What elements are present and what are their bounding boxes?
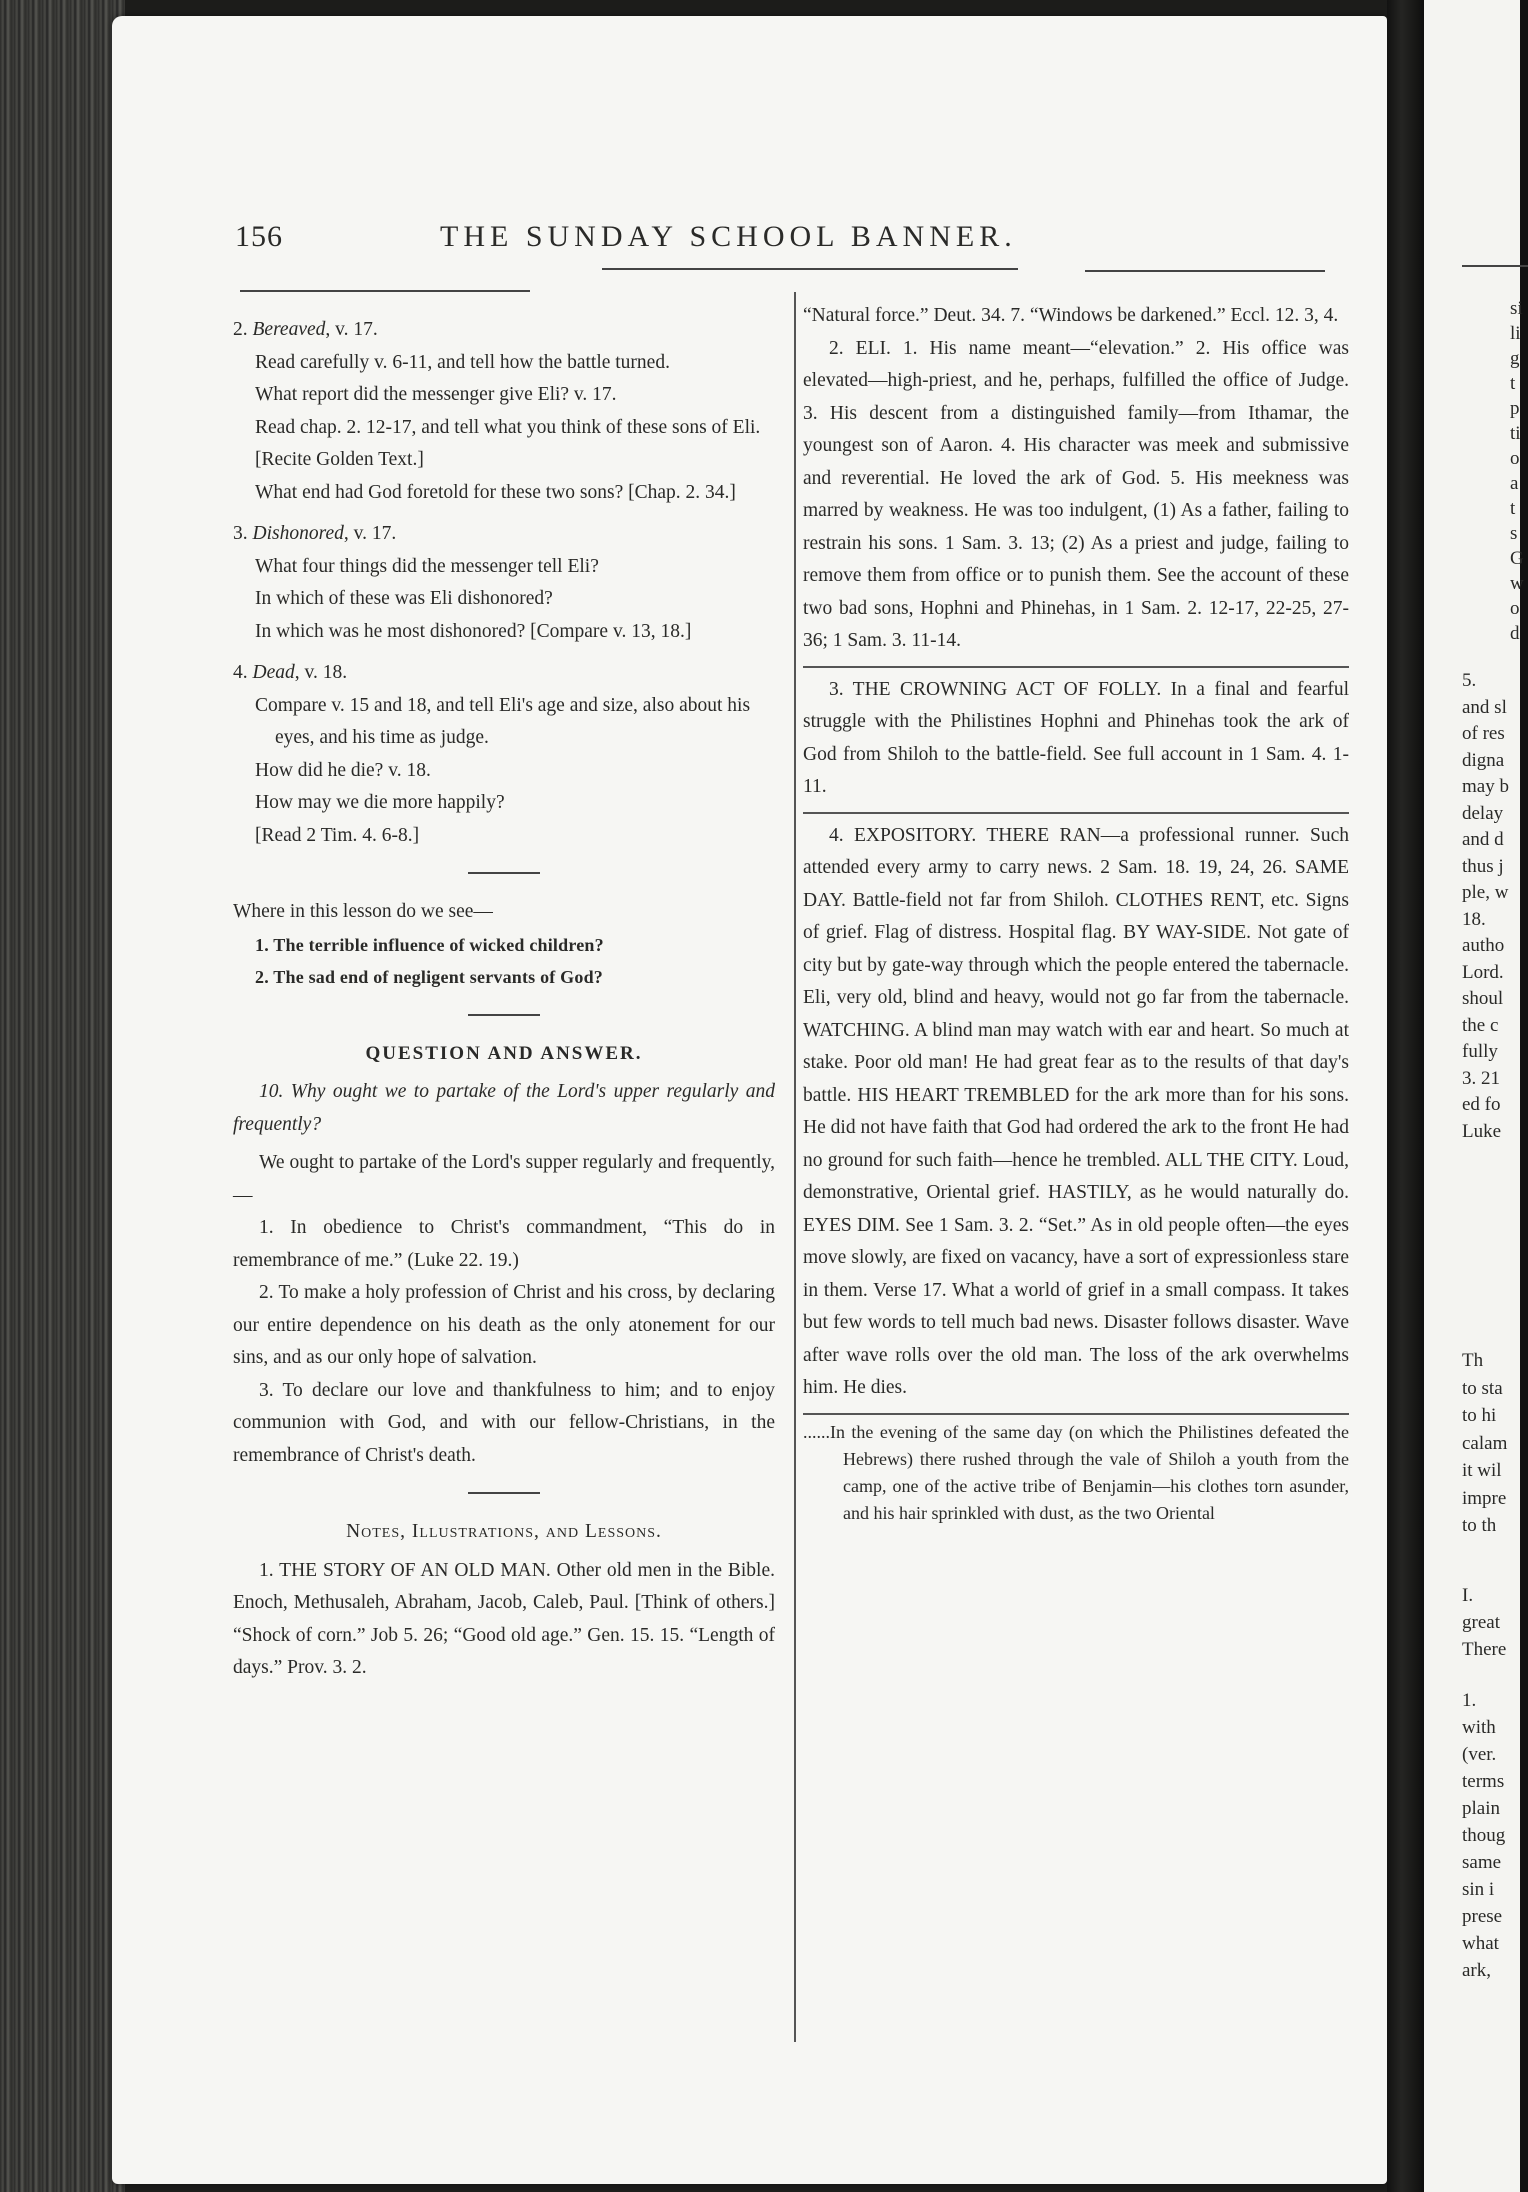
next-page-fragment: and sl — [1462, 696, 1507, 718]
next-page-fragment: fully — [1462, 1041, 1498, 1062]
running-header — [235, 218, 1325, 262]
next-page-fragment: autho — [1462, 935, 1505, 956]
study-question: How did he die? v. 18. — [255, 759, 431, 781]
next-page-fragment: Lord. — [1462, 961, 1504, 983]
right-column — [803, 300, 1349, 1527]
next-page-fragment: ple, w — [1462, 882, 1509, 903]
next-page-fragment: 18. — [1462, 908, 1486, 930]
next-page-fragment: sin i — [1462, 1879, 1495, 1900]
next-page-fragment: great — [1462, 1612, 1500, 1633]
next-page-fragment: impre — [1462, 1487, 1507, 1509]
note-paragraph: “Natural force.” Deut. 34. 7. “Windows be darkened.” Eccl. 12. 3, 4. — [803, 305, 1339, 326]
next-page-fragment: 1. — [1462, 1690, 1477, 1711]
next-page-fragment: and d — [1462, 829, 1504, 850]
next-page-fragment: ti — [1510, 423, 1521, 444]
next-page-fragment: I. — [1462, 1585, 1474, 1606]
next-page-fragment: thus j — [1462, 855, 1504, 877]
next-page-fragment: with — [1462, 1717, 1496, 1738]
catechism-answer: 2. To make a holy profession of Christ and his cross, by declaring our entire dependence on his death as the only atonement for our sins, and as our only hope of salvation. — [233, 1282, 775, 1368]
book-spine — [0, 0, 125, 2192]
study-question: What four things did the messenger tell Eli? — [255, 555, 599, 577]
catechism-question: 10. Why ought we to partake of the Lord's upper regularly and frequently? — [233, 1081, 775, 1135]
note-paragraph: 3. THE CROWNING ACT OF FOLLY. In a final and fearful struggle with the Philistines Hophni and Phinehas took the ark of God from Shiloh to the battle-field. See full account in 1 Sam. 4. 1-11. — [803, 678, 1349, 797]
notes-heading: Notes, Illustrations, and Lessons. — [346, 1521, 662, 1542]
study-question: [Read 2 Tim. 4. 6-8.] — [255, 824, 420, 846]
next-page-fragment: ark, — [1462, 1960, 1492, 1981]
next-page-fragment: si — [1510, 298, 1523, 319]
next-page-fragment: Th — [1462, 1350, 1484, 1371]
next-page-fragment: same — [1462, 1852, 1502, 1873]
header-rule-middle — [602, 268, 1018, 270]
header-rule-right — [1085, 270, 1325, 272]
scan-edge — [1520, 0, 1528, 2192]
note-divider — [803, 666, 1349, 668]
next-page-fragment: ed fo — [1462, 1094, 1501, 1115]
next-page-fragment: terms — [1462, 1771, 1505, 1792]
next-page-fragment: There — [1462, 1639, 1507, 1660]
quoted-extract: ......In the evening of the same day (on which the Philistines defeated the Hebrews) there rushed through the vale of Shiloh a youth from the camp, one of the active tribe of Benjamin—his clothes torn asunder, and his hair sprinkled with dust, as the two Oriental — [803, 1421, 1349, 1523]
study-question: Read carefully v. 6-11, and tell how the battle turned. — [255, 351, 670, 373]
catechism-answer: We ought to partake of the Lord's supper regularly and frequently,— — [233, 1152, 775, 1206]
study-question: [Recite Golden Text.] — [255, 449, 424, 470]
catechism-answer: 3. To declare our love and thankfulness to him; and to enjoy communion with God, and with our fellow-Christians, in the remembrance of Christ's death. — [233, 1379, 775, 1466]
next-page-fragment: of res — [1462, 723, 1505, 744]
section-heading: 4. Dead, v. 18. — [233, 662, 348, 683]
next-page-fragment: s — [1510, 523, 1518, 544]
study-question: In which was he most dishonored? [Compare v. 13, 18.] — [255, 620, 692, 642]
next-page-fragment: to th — [1462, 1515, 1497, 1536]
next-page-fragment: t — [1510, 373, 1516, 394]
next-page-fragment: p — [1510, 398, 1520, 419]
next-page-fragment: (ver. — [1462, 1744, 1497, 1765]
next-page-fragment: 3. 21 — [1462, 1067, 1500, 1089]
next-page-fragment: calam — [1462, 1432, 1508, 1454]
next-page-fragment: digna — [1462, 749, 1505, 771]
next-page-fragment: w — [1510, 573, 1524, 594]
next-page-fragment: d — [1510, 623, 1520, 644]
catechism-answer: 1. In obedience to Christ's commandment, “This do in remembrance of me.” (Luke 22. 19.) — [233, 1217, 775, 1271]
lesson-review-point: 2. The sad end of negligent servants of God? — [255, 967, 603, 987]
note-paragraph: 1. THE STORY OF AN OLD MAN. Other old men in the Bible. Enoch, Methusaleh, Abraham, Jacob, Caleb, Paul. [Think of others.] “Shock of corn.” Job 5. 26; “Good old age.” Gen. 15. 15. “Length of days.” Prov. 3. 2. — [233, 1559, 775, 1678]
page-number: 156 — [235, 220, 283, 253]
lesson-review-intro: Where in this lesson do we see— — [233, 901, 493, 922]
next-page-fragment: Luke — [1462, 1120, 1502, 1142]
next-page-fragment: it wil — [1462, 1460, 1502, 1481]
study-question: What report did the messenger give Eli? v. 17. — [255, 384, 617, 405]
page-gutter — [1387, 0, 1424, 2192]
study-question: What end had God foretold for these two sons? [Chap. 2. 34.] — [255, 481, 736, 503]
next-page-fragment: t — [1510, 498, 1516, 519]
next-page-fragment: thoug — [1462, 1825, 1506, 1846]
next-page-fragment: plain — [1462, 1798, 1500, 1819]
next-page-fragment: o — [1510, 448, 1520, 469]
question-answer-heading: QUESTION AND ANSWER. — [365, 1042, 643, 1064]
next-page-fragment: 5. — [1462, 670, 1477, 691]
section-divider — [468, 872, 540, 874]
note-paragraph: 2. ELI. 1. His name meant—“elevation.” 2. His office was elevated—high-priest, and he, perhaps, fulfilled the office of Judge. 3. His descent from a distinguished family—from Ithamar, the youngest son of Aaron. 4. His character was meek and submissive and reverential. He loved the ark of God. 5. His meekness was marred by weakness. He was too indulgent, (1) As a father, failing to restrain his sons. 1 Sam. 3. 13; (2) As a priest and judge, failing to remove them from office or to punish them. See the account of these two bad sons, Hophni and Phinehas, in 1 Sam. 2. 12-17, 22-25, 27-36; 1 Sam. 3. 11-14. — [803, 337, 1349, 651]
study-question: Compare v. 15 and 18, and tell Eli's age and size, also about his eyes, and his time as judge. — [255, 694, 751, 748]
next-page-header-rule — [1462, 265, 1528, 267]
next-page-fragment: what — [1462, 1933, 1499, 1954]
next-page-fragment: o — [1510, 598, 1520, 619]
lesson-review-point: 1. The terrible influence of wicked children? — [255, 934, 604, 955]
study-question: How may we die more happily? — [255, 792, 505, 813]
section-heading: 3. Dishonored, v. 17. — [233, 523, 397, 544]
next-page-fragment: G — [1510, 548, 1524, 569]
next-page-fragment: prese — [1462, 1906, 1503, 1927]
next-page-fragment: shoul — [1462, 988, 1504, 1009]
section-divider — [468, 1492, 540, 1494]
note-divider — [803, 812, 1349, 814]
next-page-fragment: the c — [1462, 1014, 1499, 1036]
next-page-fragment: g — [1510, 348, 1520, 369]
next-page-fragment: delay — [1462, 802, 1504, 824]
study-question: Read chap. 2. 12-17, and tell what you think of these sons of Eli. — [255, 416, 761, 438]
header-rule-left — [240, 290, 530, 292]
note-paragraph: 4. EXPOSITORY. THERE RAN—a professional runner. Such attended every army to carry news. 2 Sam. 18. 19, 24, 26. SAME DAY. Battle-field not far from Shiloh. CLOTHES RENT, etc. Signs of grief. Flag of distress. Hospital flag. BY WAY-SIDE. Not gate of city but by gate-way through which the people entered the tabernacle. Eli, very old, blind and heavy, would not go far from the tabernacle. WATCHING. A blind man may watch with ear and heart. So much at stake. Poor old man! He had great fear as to the results of that day's battle. HIS HEART TREMBLED for the ark more than for his sons. He did not have faith that God had ordered the ark to the front He had no ground for such faith—hence he trembled. ALL THE CITY. Loud, demonstrative, Oriental grief. HASTILY, as he would naturally do. EYES DIM. See 1 Sam. 3. 2. “Set.” As in old people often—the eyes move slowly, are fixed on vacancy, have a sort of expressionless stare in them. Verse 17. What a world of grief in a small compass. It takes but few words to tell much bad news. Disaster follows disaster. Wave after wave rolls over the old man. The loss of the ark overwhelms him. He dies. — [803, 824, 1349, 1398]
study-question: In which of these was Eli dishonored? — [255, 588, 553, 609]
section-divider — [468, 1014, 540, 1016]
next-page-fragment: may b — [1462, 776, 1509, 797]
section-heading: 2. Bereaved, v. 17. — [233, 319, 378, 340]
next-page-fragment: to sta — [1462, 1377, 1503, 1399]
column-divider — [794, 292, 796, 2042]
next-page-fragment: a — [1510, 473, 1519, 494]
left-column — [233, 314, 775, 1685]
note-divider — [803, 1413, 1349, 1415]
next-page-fragment: to hi — [1462, 1405, 1497, 1426]
running-title: THE SUNDAY SCHOOL BANNER. — [440, 220, 1017, 253]
next-page-fragment: li — [1510, 323, 1521, 344]
